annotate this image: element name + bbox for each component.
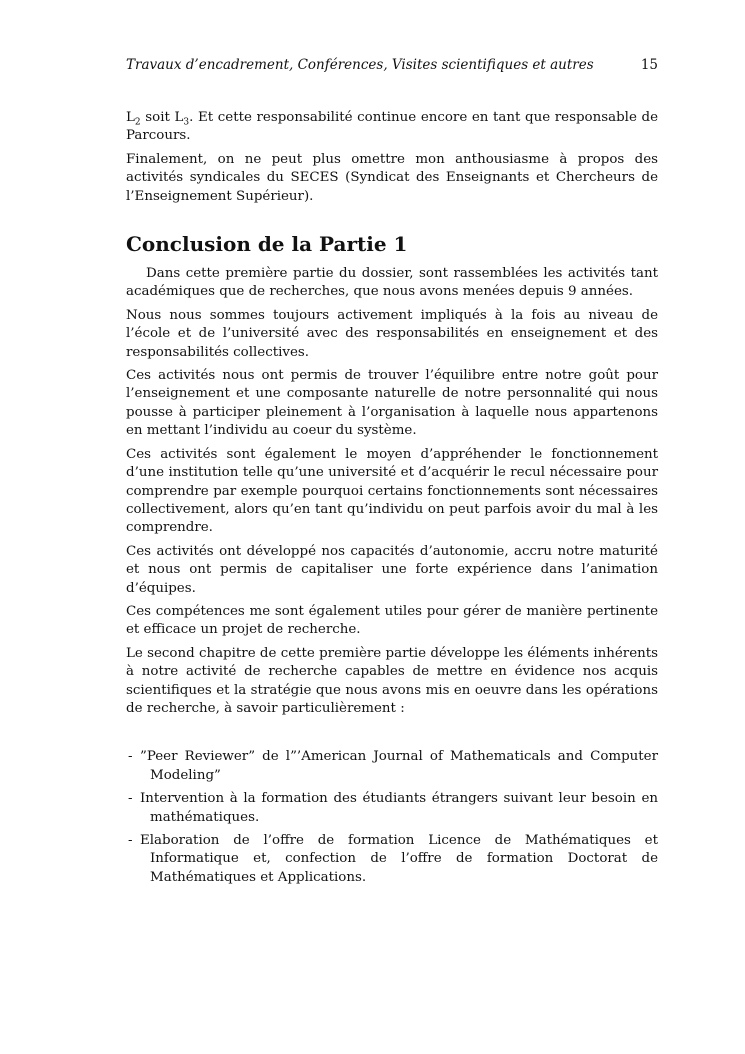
intro-text-c: . Et cette responsabilité continue encore en tant que responsable de Parcours. (126, 110, 658, 144)
intro-text-b: soit L (140, 110, 184, 125)
running-header (126, 56, 658, 74)
intro-sub-1: 2 (134, 117, 141, 128)
section-paragraph: Ces compétences me sont également utiles pour gérer de manière pertinente et efficace un projet de recherche. (126, 603, 658, 638)
intro-sub-2: 3 (183, 117, 190, 128)
list-bullet: - (128, 791, 133, 807)
body-text (126, 109, 658, 892)
section-paragraph: Dans cette première partie du dossier, sont rassemblées les activités tant académiques que de recherches, que nous avons menées depuis 9 années. (126, 266, 658, 300)
list-item-text: Intervention à la formation des étudiants étrangers suivant leur besoin en mathématiques. (140, 791, 658, 825)
list-item (126, 748, 658, 785)
list-item (126, 832, 658, 887)
list-item-text: ”Peer Reviewer” de l”’American Journal of Mathematicals and Computer Modeling” (140, 749, 658, 783)
list-item (126, 790, 658, 827)
page-number: 15 (640, 57, 658, 73)
intro-paragraph-1 (126, 109, 658, 146)
section-paragraph: Ces activités sont également le moyen d’appréhender le fonctionnement d’une institution telle qu’une université et d’acquérir le recul nécessaire pour comprendre par exemple pourquoi certains fonctionnements sont nécessaires collectivement, alors qu’en tant qu’individu on peut parfois avoir du mal à les comprendre. (126, 446, 658, 536)
section-paragraph: Le second chapitre de cette première partie développe les éléments inhérents à notre activité de recherche capables de mettre en évidence nos acquis scientifiques et la stratégie que nous avons mis en oeuvre dans les opérations de recherche, à savoir particulièrement : (126, 645, 658, 716)
list-bullet: - (128, 749, 133, 765)
intro-paragraph-2: Finalement, on ne peut plus omettre mon anthousiasme à propos des activités syndicales du SECES (Syndicat des Enseignants et Chercheurs de l’Enseignement Supérieur). (126, 151, 658, 204)
intro-text-a: L (126, 110, 135, 125)
list-item-text: Elaboration de l’offre de formation Licence de Mathématiques et Informatique et, confection de l’offre de formation Doctorat de Mathématiques et Applications. (140, 833, 658, 885)
section-title: Conclusion de la Partie 1 (126, 232, 408, 257)
section-paragraph: Ces activités nous ont permis de trouver l’équilibre entre notre goût pour l’enseignement et une composante naturelle de notre personnalité qui nous pousse à participer pleinement à l’organisation à laquelle nous appartenons en mettant l’individu au coeur du système. (126, 368, 658, 439)
section-paragraph: Ces activités ont développé nos capacités d’autonomie, accru notre maturité et nous ont permis de capitaliser une forte expérience dans l’animation d’équipes. (126, 543, 658, 596)
bullet-list (126, 748, 658, 887)
list-bullet: - (128, 833, 133, 848)
section-paragraph: Nous nous sommes toujours activement impliqués à la fois au niveau de l’école et de l’université avec des responsabilités en enseignement et des responsabilités collectives. (126, 307, 658, 360)
running-title: Travaux d’encadrement, Conférences, Visites scientifiques et autres (126, 57, 594, 73)
